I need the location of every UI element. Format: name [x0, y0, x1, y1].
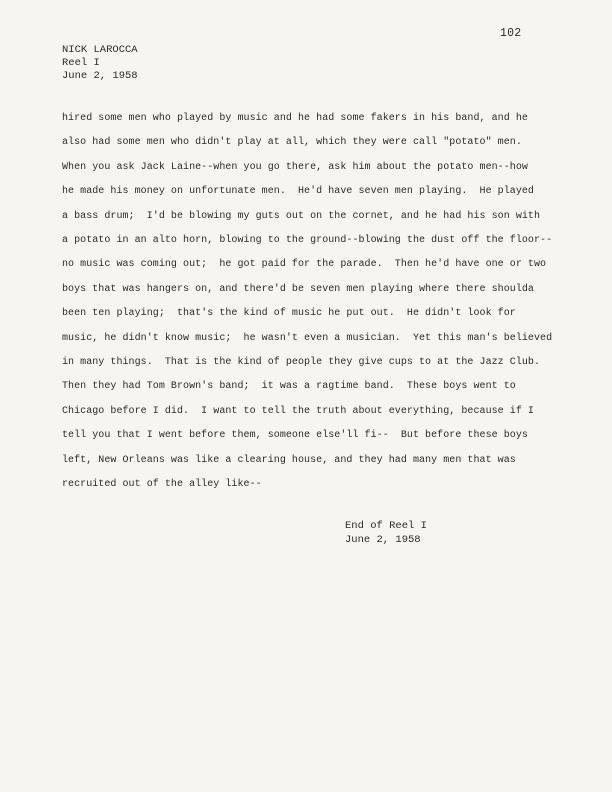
transcript-line: Chicago before I did. I want to tell the truth about everything, because if I	[62, 405, 534, 417]
page-number: 102	[500, 27, 522, 40]
end-of-reel-date: June 2, 1958	[345, 534, 421, 546]
transcript-line: hired some men who played by music and he had some fakers in his band, and he	[62, 113, 528, 124]
transcript-line: tell you that I went before them, someone else'll fi-- But before these boys	[62, 430, 528, 442]
end-of-reel-label: End of Reel I	[345, 520, 427, 532]
transcript-line: a potato in an alto horn, blowing to the ground--blowing the dust off the floor--	[62, 235, 553, 247]
document-header	[62, 44, 138, 83]
transcript-line: been ten playing; that's the kind of music he put out. He didn't look for	[62, 308, 516, 320]
transcript-line: music, he didn't know music; he wasn't even a musician. Yet this man's believed	[62, 332, 553, 344]
transcript-line: a bass drum; I'd be blowing my guts out on the cornet, and he had his son with	[62, 210, 541, 222]
transcript-line: left, New Orleans was like a clearing house, and they had many men that was	[62, 454, 516, 466]
transcript-line: When you ask Jack Laine--when you go there, ask him about the potato men--how	[62, 161, 528, 173]
reel-label: Reel I	[62, 57, 100, 69]
interviewee-name: NICK LAROCCA	[62, 44, 138, 56]
transcript-line: in many things. That is the kind of people they give cups to at the Jazz Club.	[62, 357, 541, 369]
transcript-body	[62, 107, 562, 498]
end-of-reel-block	[345, 519, 427, 547]
transcript-line: he made his money on unfortunate men. He'd have seven men playing. He played	[62, 186, 534, 198]
interview-date: June 2, 1958	[62, 70, 138, 82]
transcript-line: boys that was hangers on, and there'd be seven men playing where there shoulda	[62, 283, 534, 295]
transcript-line: also had some men who didn't play at all, which they were call "potato" men.	[62, 137, 522, 149]
transcript-line: no music was coming out; he got paid for the parade. Then he'd have one or two	[62, 259, 547, 271]
transcript-line: Then they had Tom Brown's band; it was a ragtime band. These boys went to	[62, 381, 516, 393]
transcript-line: recruited out of the alley like--	[62, 479, 262, 491]
